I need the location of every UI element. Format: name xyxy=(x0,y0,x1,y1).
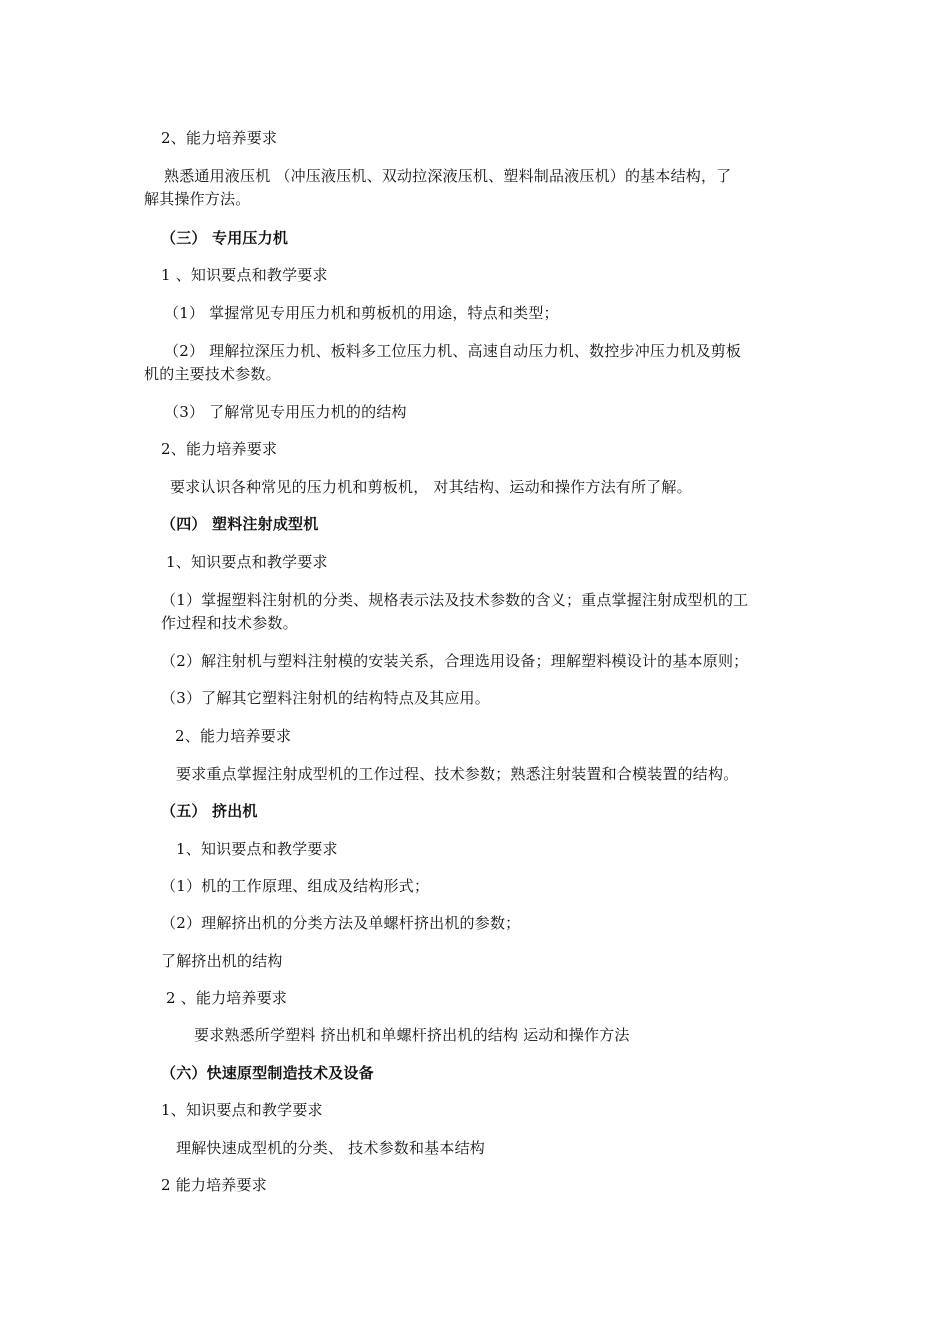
list-item: （1） 掌握常见专用压力机和剪板机的用途，特点和类型； xyxy=(164,304,559,322)
heading-ability-requirements: 2、能力培养要求 xyxy=(175,727,292,745)
list-item-continuation: 机的主要技术参数。 xyxy=(144,365,281,383)
heading-knowledge-points: 1、知识要点和教学要求 xyxy=(176,840,338,858)
section-heading-injection-molding: （四） 塑料注射成型机 xyxy=(161,515,319,533)
heading-ability-requirements: 2 能力培养要求 xyxy=(161,1176,267,1194)
paragraph-line: 要求熟悉所学塑料 挤出机和单螺杆挤出机的结构 运动和操作方法 xyxy=(194,1026,630,1044)
heading-ability-requirements: 2、能力培养要求 xyxy=(161,129,278,147)
paragraph-line: 要求重点掌握注射成型机的工作过程、技术参数；熟悉注射装置和合模装置的结构。 xyxy=(176,765,739,783)
list-item: （1）掌握塑料注射机的分类、规格表示法及技术参数的含义；重点掌握注射成型机的工 xyxy=(161,591,749,609)
list-item: （2）理解挤出机的分类方法及单螺杆挤出机的参数； xyxy=(161,914,521,932)
list-item: （2） 理解拉深压力机、板料多工位压力机、高速自动压力机、数控步冲压力机及剪板 xyxy=(164,342,742,360)
paragraph-line: 解其操作方法。 xyxy=(144,190,251,208)
section-heading-special-press: （三） 专用压力机 xyxy=(161,229,289,247)
paragraph-line: 熟悉通用液压机 （冲压液压机、双动拉深液压机、塑料制品液压机）的基本结构，了 xyxy=(164,167,732,185)
list-item: （1）机的工作原理、组成及结构形式； xyxy=(161,877,430,895)
section-heading-extruder: （五） 挤出机 xyxy=(161,802,258,820)
heading-ability-requirements: 2 、能力培养要求 xyxy=(166,989,288,1007)
list-item: （3）了解其它塑料注射机的结构特点及其应用。 xyxy=(161,689,490,707)
heading-knowledge-points: 1 、知识要点和教学要求 xyxy=(161,266,328,284)
section-heading-rapid-prototyping: （六）快速原型制造技术及设备 xyxy=(161,1064,374,1082)
paragraph-line: 了解挤出机的结构 xyxy=(161,952,283,970)
paragraph-line: 理解快速成型机的分类、 技术参数和基本结构 xyxy=(176,1139,485,1157)
heading-ability-requirements: 2、能力培养要求 xyxy=(161,440,278,458)
heading-knowledge-points: 1、知识要点和教学要求 xyxy=(166,553,328,571)
list-item: （3） 了解常见专用压力机的的结构 xyxy=(164,403,407,421)
paragraph-line: 要求认识各种常见的压力机和剪板机， 对其结构、运动和操作方法有所了解。 xyxy=(170,478,692,496)
heading-knowledge-points: 1、知识要点和教学要求 xyxy=(161,1101,323,1119)
list-item-continuation: 作过程和技术参数。 xyxy=(161,614,298,632)
list-item: （2）解注射机与塑料注射模的安装关系，合理选用设备；理解塑料模设计的基本原则； xyxy=(161,652,749,670)
